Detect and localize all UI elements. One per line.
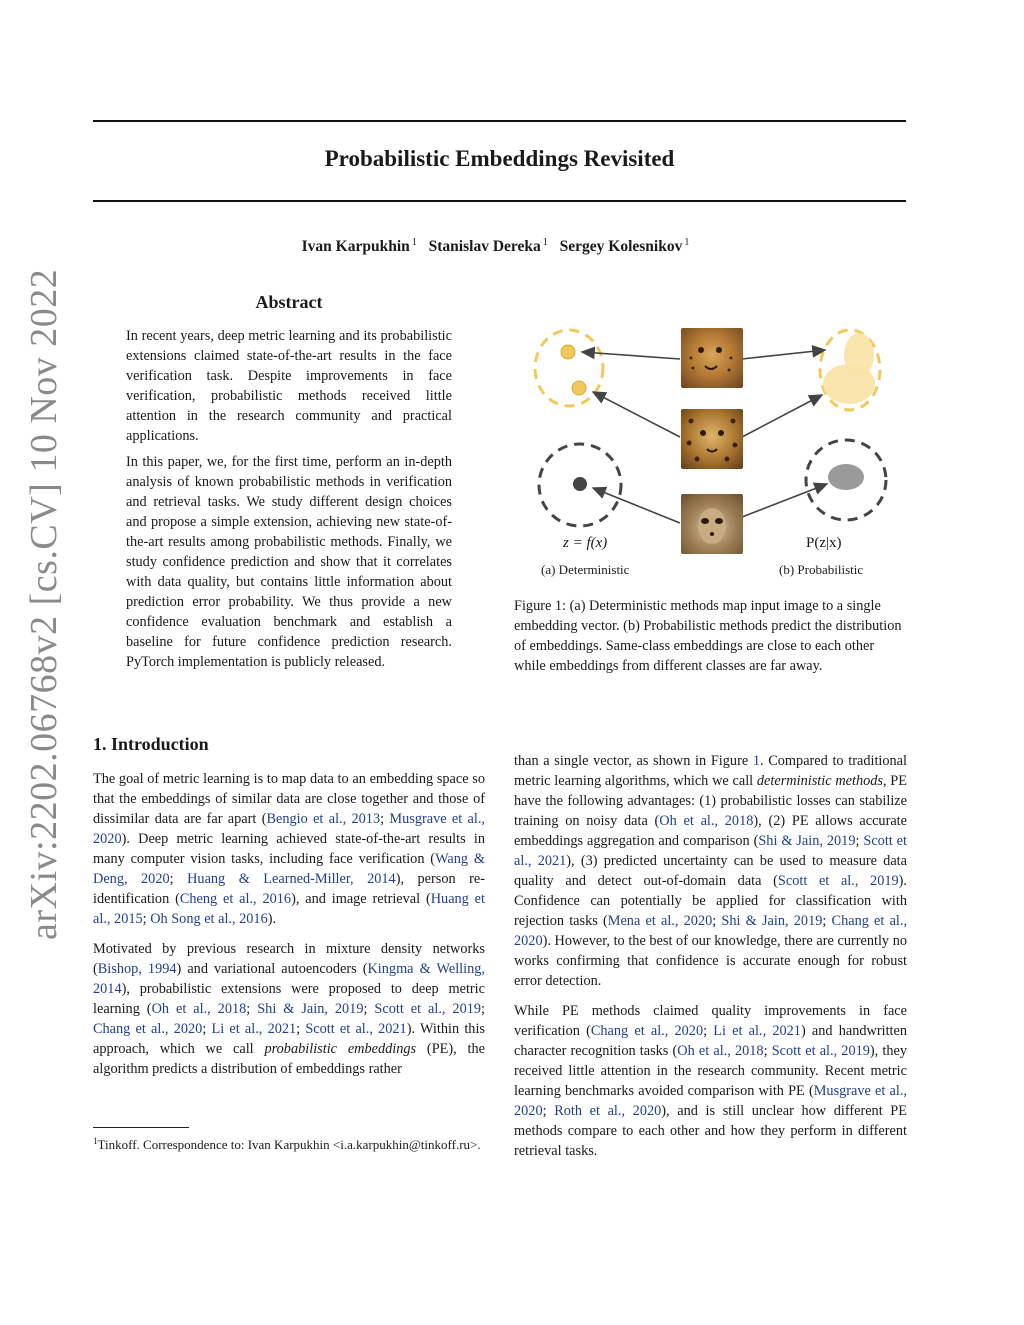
citation-link[interactable]: Scott et al., 2021 bbox=[305, 1021, 407, 1037]
deterministic-equation: z = f(x) bbox=[563, 535, 608, 551]
citation-link[interactable]: Oh et al., 2018 bbox=[151, 1001, 247, 1017]
author-list bbox=[93, 237, 906, 256]
citation-link[interactable]: Mena et al., 2020 bbox=[607, 913, 713, 929]
abstract-paragraph: In recent years, deep metric learning and its probabilistic extensions claimed state-of-the-art results in the face verification task. Despite improvements in face verification, probabilistic methods received little attention in the research community and practical applications. bbox=[126, 328, 452, 444]
author-affiliation: 1 bbox=[542, 237, 548, 248]
arxiv-side-identifier: arXiv:2202.06768v2 [cs.CV] 10 Nov 2022 bbox=[23, 268, 65, 940]
intro-paragraph: Motivated by previous research in mixture density networks (Bishop, 1994) and variational autoencoders (Kingma & Welling, 2014), probabilistic extensions were proposed to deep metric learning (Oh et al., 2018; Shi & Jain, 2019; Scott et al., 2019; Chang et al., 2020; Li et al., 2021; Scott et al., 2021). Within this approach, which we call probabilistic embeddings (PE), the algorithm predicts a distribution of embeddings rather bbox=[93, 941, 486, 1077]
citation-link[interactable]: Bishop, 1994 bbox=[97, 961, 177, 977]
distribution-leopard bbox=[823, 364, 875, 404]
title-bottom-rule bbox=[93, 200, 906, 202]
citation-link[interactable]: Cheng et al., 2016 bbox=[179, 891, 292, 907]
citation-link[interactable]: Musgrave et al., 2020 bbox=[514, 1083, 908, 1119]
citation-link[interactable]: Kingma & Welling, 2014 bbox=[93, 961, 485, 997]
citation-link[interactable]: Oh et al., 2018 bbox=[677, 1043, 764, 1059]
author-affiliation: 1 bbox=[411, 237, 417, 248]
intro-paragraph: The goal of metric learning is to map data to an embedding space so that the embeddings of similar data are close together and those of dissimilar data are far apart (Bengio et al., 2013; Musgrave et al., 2020). Deep metric learning achieved state-of-the-art results in many computer vision tasks, including face verification (Wang & Deng, 2020; Huang & Learned-Miller, 2014), person re-identification (Cheng et al., 2016), and image retrieval (Huang et al., 2015; Oh Song et al., 2016). bbox=[93, 771, 486, 927]
citation-link[interactable]: Chang et al., 2020 bbox=[590, 1023, 704, 1039]
subfigure-a-label: (a) Deterministic bbox=[541, 562, 630, 577]
citation-link[interactable]: Scott et al., 2019 bbox=[374, 1001, 482, 1017]
citation-link[interactable]: Oh et al., 2018 bbox=[659, 813, 754, 829]
embedding-point-meerkat bbox=[573, 477, 587, 491]
citation-link[interactable]: Shi & Jain, 2019 bbox=[257, 1001, 364, 1017]
leopard-image bbox=[681, 409, 743, 469]
section-heading-introduction: 1. Introduction bbox=[93, 734, 209, 754]
mapping-arrow bbox=[742, 395, 822, 437]
intro-body bbox=[93, 769, 485, 1079]
citation-link[interactable]: Chang et al., 2020 bbox=[514, 913, 908, 949]
footnote-text: Tinkoff. Correspondence to: Ivan Karpukhin <i.a.karpukhin@tinkoff.ru>. bbox=[97, 1137, 481, 1152]
mapping-arrow bbox=[582, 352, 680, 359]
citation-link[interactable]: Oh Song et al., 2016 bbox=[150, 911, 268, 927]
footnote bbox=[93, 1132, 485, 1154]
title-top-rule bbox=[93, 120, 906, 122]
citation-link[interactable]: Roth et al., 2020 bbox=[554, 1103, 662, 1119]
author-affiliation: 1 bbox=[684, 237, 690, 248]
embedding-point-cheetah bbox=[561, 345, 575, 359]
citation-link[interactable]: Musgrave et al., 2020 bbox=[93, 811, 486, 847]
mapping-arrow bbox=[593, 392, 680, 437]
citation-link[interactable]: Scott et al., 2019 bbox=[771, 1043, 870, 1059]
footnote-rule bbox=[93, 1127, 189, 1128]
abstract-paragraph: In this paper, we, for the first time, perform an in-depth analysis of known probabilistic methods in verification and retrieval tasks. We study different design choices and propose a simple extension, achieving new state-of-the-art results among probabilistic methods. Finally, we study confidence prediction and show that it correlates with data quality, but contains little information about prediction error probability. We thus provide a new confidence evaluation benchmark and establish a baseline for future confidence prediction research. PyTorch implementation is publicly released. bbox=[126, 454, 452, 670]
author-name: Ivan Karpukhin bbox=[301, 238, 410, 255]
mapping-arrow bbox=[742, 484, 827, 517]
footnote-mark: 1 bbox=[93, 1136, 98, 1146]
citation-link[interactable]: Li et al., 2021 bbox=[713, 1023, 801, 1039]
citation-link[interactable]: Scott et al., 2021 bbox=[514, 833, 907, 869]
abstract-heading: Abstract bbox=[255, 292, 323, 312]
citation-link[interactable]: Shi & Jain, 2019 bbox=[721, 913, 823, 929]
probabilistic-equation: P(z|x) bbox=[806, 535, 842, 551]
citation-link[interactable]: Scott et al., 2019 bbox=[777, 873, 899, 889]
cheetah-image bbox=[681, 328, 743, 388]
figure-1-caption: Figure 1: (a) Deterministic methods map input image to a single embedding vector. (b) Probabilistic methods predict the distribution of embeddings. Same-class embeddings are close to each other while embeddings from different classes are far away. bbox=[514, 598, 902, 674]
abstract-body bbox=[126, 326, 452, 672]
citation-link[interactable]: Li et al., 2021 bbox=[211, 1021, 297, 1037]
citation-link[interactable]: Huang & Learned-Miller, 2014 bbox=[187, 871, 396, 887]
author-name: Stanislav Dereka bbox=[428, 238, 541, 255]
subfigure-b-label: (b) Probabilistic bbox=[779, 562, 864, 577]
body-paragraph: While PE methods claimed quality improvements in face verification (Chang et al., 2020; Li et al., 2021) and handwritten character recognition tasks (Oh et al., 2018; Scott et al., 2019), they received little attention in the research community. Recent metric learning benchmarks avoided comparison with PE (Musgrave et al., 2020; Roth et al., 2020), and is still unclear how different PE methods compare to each other and how they perform in different retrieval tasks. bbox=[514, 1003, 908, 1159]
citation-link[interactable]: Huang et al., 2015 bbox=[93, 891, 485, 927]
body-paragraph: than a single vector, as shown in Figure 1. Compared to traditional metric learning algorithms, which we call deterministic methods, PE have the following advantages: (1) probabilistic losses can stabilize training on noisy data (Oh et al., 2018), (2) PE allows accurate embeddings aggregation and comparison (Shi & Jain, 2019; Scott et al., 2021), (3) predicted uncertainty can be used to measure data quality and detect out-of-domain data (Scott et al., 2019). Confidence can potentially be applied for classification with rejection tasks (Mena et al., 2020; Shi & Jain, 2019; Chang et al., 2020). However, to the best of our knowledge, there are currently no works confirming that confidence is accurate enough for robust error detection. bbox=[514, 753, 908, 989]
same-class-cluster-boundary bbox=[535, 330, 603, 406]
citation-link[interactable]: Chang et al., 2020 bbox=[93, 1021, 203, 1037]
paper-title: Probabilistic Embeddings Revisited bbox=[324, 146, 675, 171]
meerkat-image bbox=[681, 494, 743, 554]
citation-link[interactable]: Wang & Deng, 2020 bbox=[93, 851, 485, 887]
embedding-point-leopard bbox=[572, 381, 586, 395]
citation-link[interactable]: Shi & Jain, 2019 bbox=[758, 833, 856, 849]
mapping-arrow bbox=[742, 350, 825, 359]
right-column-body bbox=[514, 751, 907, 1161]
citation-link[interactable]: Bengio et al., 2013 bbox=[266, 811, 381, 827]
distribution-meerkat bbox=[828, 464, 864, 490]
figure-ref-link[interactable]: 1 bbox=[752, 753, 760, 769]
author-name: Sergey Kolesnikov bbox=[559, 238, 683, 255]
